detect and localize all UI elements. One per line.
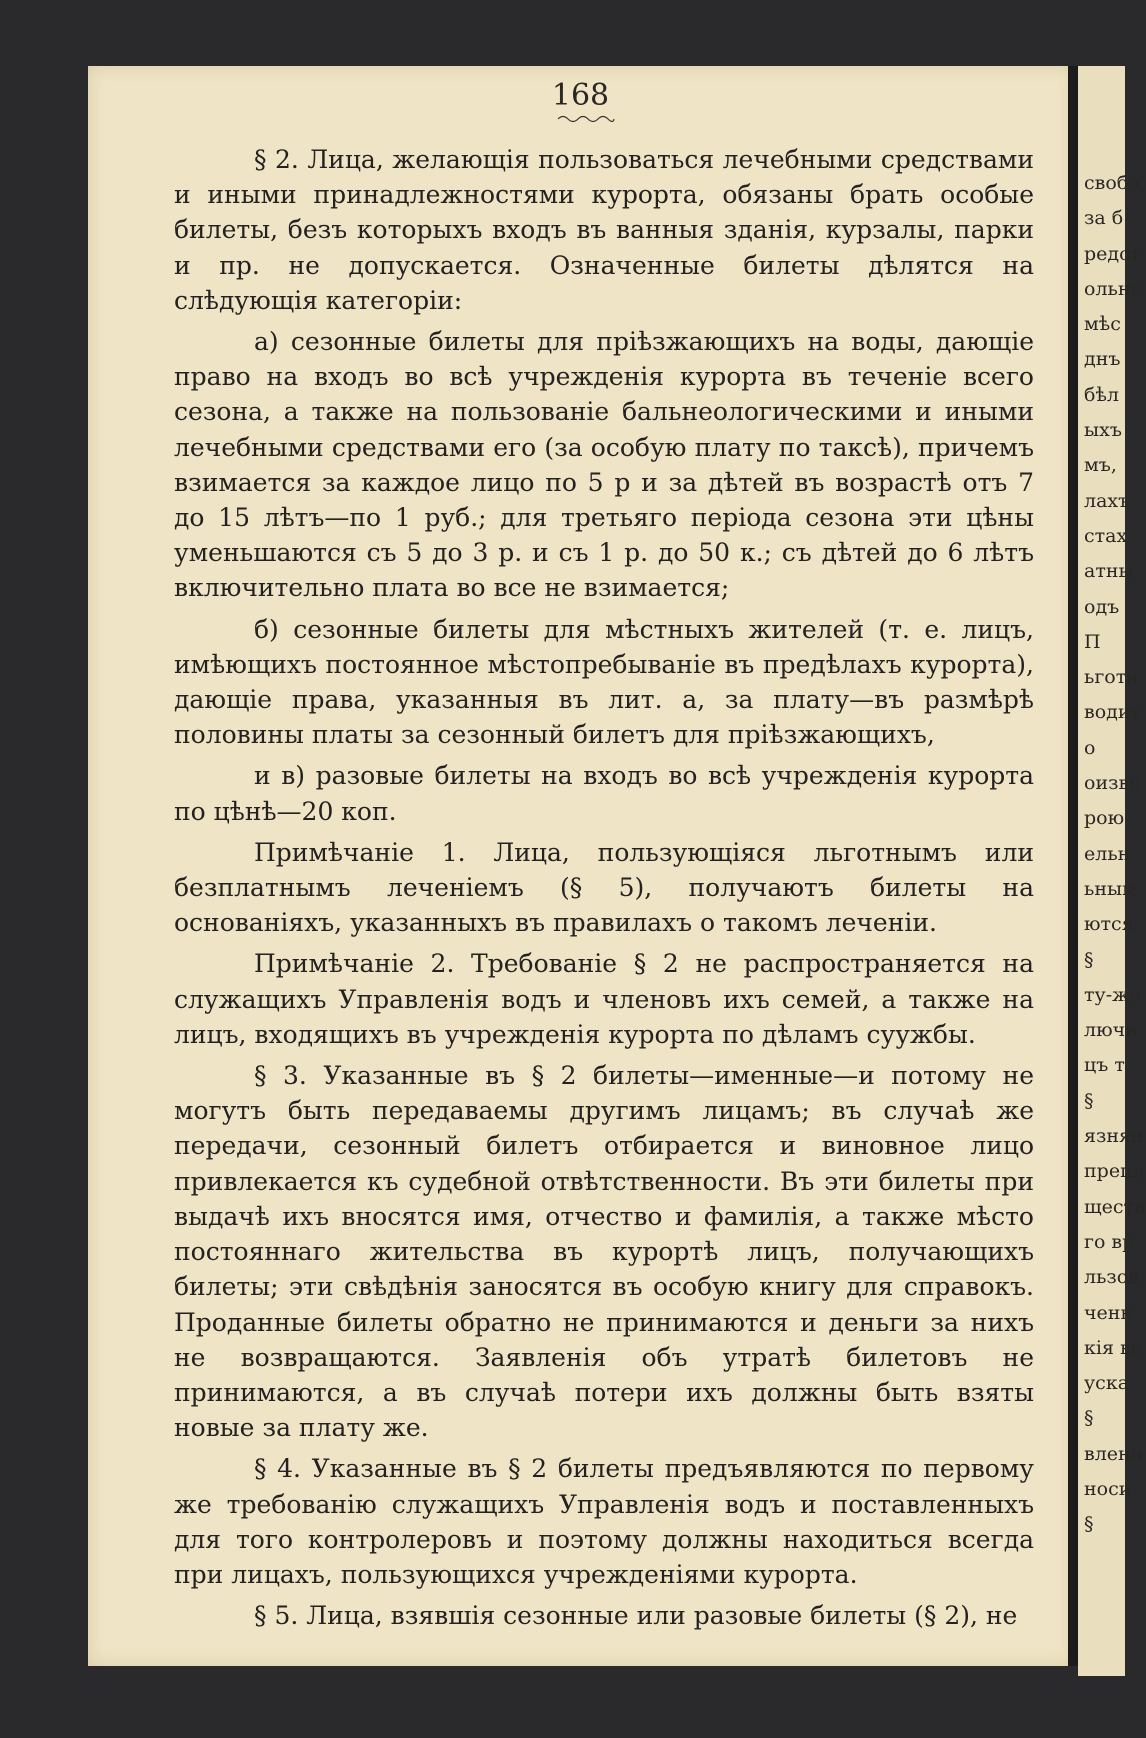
adjacent-line-fragment: ельн (1084, 842, 1131, 865)
adjacent-line-fragment: носи (1084, 1477, 1132, 1500)
adjacent-line-fragment: ьным (1084, 877, 1137, 900)
paragraph-section-5: § 5. Лица, взявшія сезонные или разовые билеты (§ 2), не (254, 1601, 1018, 1631)
adjacent-line-fragment: стах (1084, 524, 1128, 547)
adjacent-line-fragment: ольны (1084, 277, 1146, 300)
adjacent-page-edge (1078, 66, 1146, 1676)
paragraph-section-3: § 3. Указанные въ § 2 билеты—именные—и потому не могутъ быть передаваемы другимъ лицамъ; въ случаѣ же передачи, сезонный билетъ отбирается и виновное лицо привлекается къ судебной отвѣтственности. Въ эти билеты при выдачѣ ихъ вносятся имя, отчество и фамилія, а также мѣсто постояннаго жительства въ курортѣ лицъ, получающихъ билеты; эти свѣдѣнія заносятся въ особую книгу для справокъ. Проданные билеты обратно не принимаются и деньги за нихъ не возвращаются. Заявленія объ утратѣ билетовъ не принимаются, а въ случаѣ потери ихъ должны быть взяты новые за плату же. (174, 1061, 1034, 1443)
adjacent-line-fragment: го вр (1084, 1230, 1135, 1253)
adjacent-line-fragment: рою (1084, 807, 1125, 830)
book-page (88, 66, 1073, 1666)
adjacent-line-fragment: ются (1084, 913, 1134, 936)
adjacent-line-fragment: оизво (1084, 772, 1141, 795)
adjacent-line-fragment: редст (1084, 242, 1141, 265)
adjacent-line-fragment: за б (1084, 207, 1124, 230)
ornament-divider (556, 114, 616, 124)
paragraph-note-2: Примѣчаніе 2. Требованіе § 2 не распространяется на служащихъ Управленія водъ и членовъ ихъ семей, а также на лицъ, входящихъ въ учрежденія курорта по дѣламъ суужбы. (174, 949, 1034, 1049)
adjacent-line-fragment: днъ (1084, 348, 1121, 371)
adjacent-line-fragment: льзов (1084, 1266, 1139, 1289)
adjacent-line-fragment: § (1084, 948, 1094, 971)
adjacent-line-fragment: препя (1084, 1160, 1145, 1183)
adjacent-line-fragment: лючи (1084, 1019, 1138, 1042)
adjacent-line-fragment: уска (1084, 1372, 1130, 1395)
paragraph-item-a: а) сезонные билеты для пріѣзжающихъ на воды, дающіе право на входъ во всѣ учрежденія курорта въ теченіе всего сезона, а также на пользованіе бальнеологическими и иными лечебными средствами его (за особую плату по таксѣ), причемъ взимается за каждое лицо по 5 р и за дѣтей въ возрастѣ отъ 7 до 15 лѣтъ—по 1 руб.; для третьяго періода сезона эти цѣны уменьшаются съ 5 до 3 р. и съ 1 р. до 50 к.; съ дѣтей до 6 лѣтъ включительно плата во все не взимается; (174, 327, 1034, 603)
paragraph-item-v: и в) разовые билеты на входъ во всѣ учрежденія курорта по цѣнѣ—20 коп. (174, 761, 1034, 826)
paragraph-section-2: § 2. Лица, желающія пользоваться лечебными средствами и иными принадлежностями курорта, обязаны брать особые билеты, безъ которыхъ входъ въ ванныя зданія, курзалы, парки и пр. не допускается. Означенные билеты дѣлятся на слѣдующія категоріи: (174, 145, 1034, 315)
paragraph-item-b: б) сезонные билеты для мѣстныхъ жителей (т. е. лицъ, имѣющихъ постоянное мѣстопребываніе въ предѣлахъ курорта), дающіе права, указанныя въ лит. а, за плату—въ размѣрѣ половины платы за сезонный билетъ для пріѣзжающихъ, (174, 614, 1034, 750)
adjacent-line-fragment: § (1084, 1089, 1094, 1112)
adjacent-line-fragment: мѣс (1084, 313, 1121, 336)
adjacent-line-fragment: вленн (1084, 1442, 1144, 1465)
adjacent-line-fragment: лахъ (1084, 489, 1131, 512)
adjacent-line-fragment: свобо (1084, 172, 1140, 194)
adjacent-line-fragment: П (1084, 630, 1101, 653)
paragraph-section-4: § 4. Указанные въ § 2 билеты предъявляются по первому же требованію служащихъ Управленія водъ и поставленныхъ для того контролеровъ и поэтому должны находиться всегда при лицахъ, пользующихся учрежденіями курорта. (174, 1454, 1034, 1589)
adjacent-line-fragment: цъ т (1084, 1054, 1125, 1077)
adjacent-line-fragment: ыхъ (1084, 419, 1122, 442)
adjacent-line-fragment: ту-же (1084, 983, 1141, 1006)
adjacent-line-fragment: ществ (1084, 1195, 1145, 1218)
adjacent-line-fragment: атны (1084, 560, 1134, 583)
adjacent-line-fragment: бѣл (1084, 383, 1119, 406)
adjacent-line-fragment: ченн (1084, 1301, 1134, 1324)
page-number: 168 (551, 78, 610, 113)
adjacent-line-fragment: водит (1084, 701, 1142, 724)
adjacent-line-fragment: язнян (1084, 1125, 1144, 1148)
adjacent-line-fragment: § (1084, 1407, 1094, 1430)
adjacent-line-fragment: о (1084, 736, 1096, 759)
adjacent-page-text (1078, 166, 1146, 1543)
adjacent-line-fragment: кія ве (1084, 1336, 1142, 1359)
body-text (174, 142, 1034, 1639)
adjacent-line-fragment: мъ, (1084, 454, 1117, 477)
paragraph-note-1: Примѣчаніе 1. Лица, пользующіяся льготнымъ или безплатнымъ леченіемъ (§ 5), получаютъ билеты на основаніяхъ, указанныхъ въ правилахъ о такомъ леченіи. (174, 837, 1034, 938)
adjacent-line-fragment: ьготн (1084, 666, 1139, 689)
adjacent-line-fragment: одъ (1084, 595, 1120, 618)
adjacent-line-fragment: § (1084, 1513, 1094, 1536)
